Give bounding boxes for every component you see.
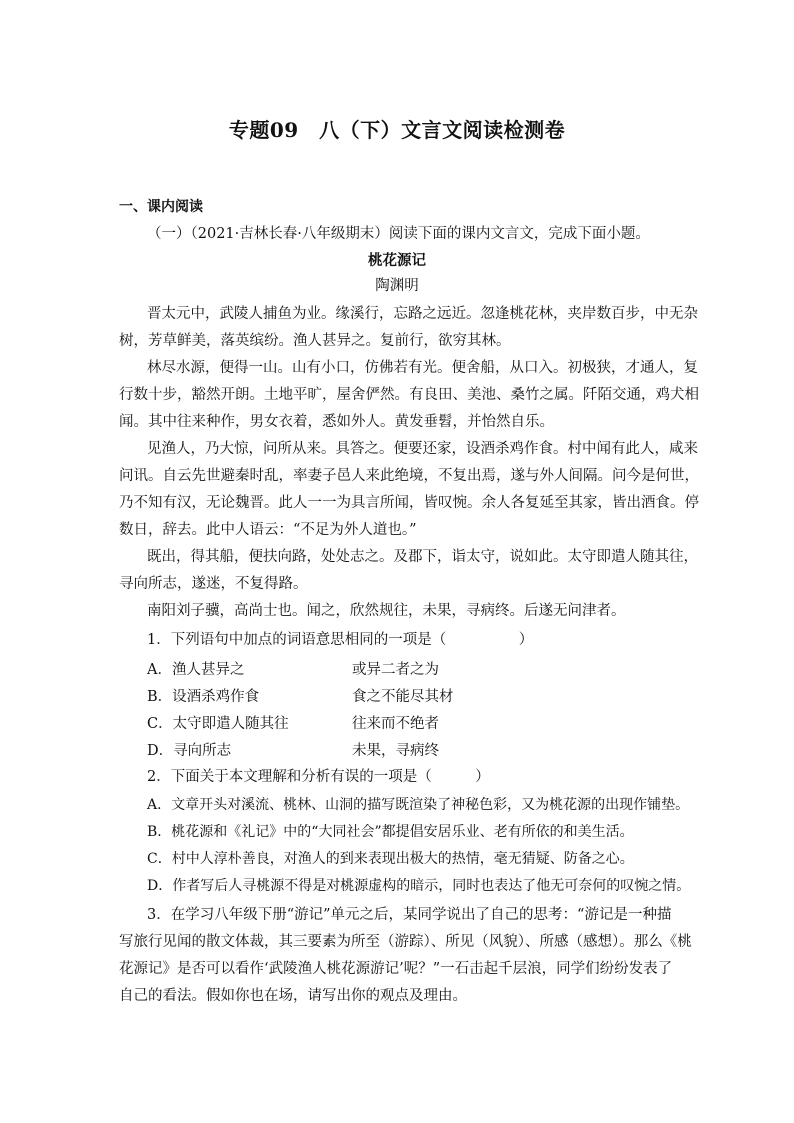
question-3-line: 写旅行见闻的散文体裁，其三要素为所至（游踪）、所见（风貌）、所感（感想）。那么《桃: [119, 934, 692, 950]
question-3-line: 花源记》是否可以看作‘武陵渔人桃花源游记’呢？”一石击起千层浪，同学们纷纷发表了: [119, 961, 673, 977]
q2-option-d: D．作者写后人寻桃源不得是对桃源虚构的暗示，同时也表达了他无可奈何的叹惋之情。: [147, 878, 691, 894]
passage-line: 行数十步，豁然开朗。土地平旷，屋舍俨然。有良田、美池、桑竹之属。阡陌交通，鸡犬相: [119, 387, 699, 403]
passage-line: 闻。其中往来种作，男女衣着，悉如外人。黄发垂髫，并怡然自乐。: [119, 414, 554, 430]
q1-option-b: B．设酒杀鸡作食: [147, 689, 260, 705]
passage-line: 寻向所志，遂迷，不复得路。: [119, 576, 308, 592]
question-2-stem: 2．下面关于本文理解和分析有误的一项是（ ）: [147, 769, 490, 785]
passage-line: 晋太元中，武陵人捕鱼为业。缘溪行，忘路之远近。忽逢桃花林，夹岸数百步，中无杂: [147, 306, 698, 322]
question-3-line: 自己的看法。假如你也在场，请写出你的观点及理由。: [119, 988, 467, 1004]
passage-line: 树，芳草鲜美，落英缤纷。渔人甚异之。复前行，欲穷其林。: [119, 333, 511, 349]
reading-intro: （一）（2021·吉林长春·八年级期末）阅读下面的课内文言文，完成下面小题。: [147, 226, 650, 242]
question-3-line: 3．在学习八年级下册“游记”单元之后，某同学说出了自己的思考：“游记是一种描: [147, 907, 672, 923]
passage-line: 既出，得其船，便扶向路，处处志之。及郡下，诣太守，说如此。太守即遣人随其往，: [147, 549, 698, 565]
section-heading: 一、课内阅读: [119, 199, 203, 215]
document-title: 专题09 八（下）文言文阅读检测卷: [228, 118, 566, 142]
passage-line: 南阳刘子骥，高尚士也。闻之，欣然规往，未果，寻病终。后遂无问津者。: [147, 603, 626, 619]
passage-line: 林尽水源，便得一山。山有小口，仿佛若有光。便舍船，从口入。初极狭，才通人，复: [147, 360, 698, 376]
passage-line: 乃不知有汉，无论魏晋。此人一一为具言所闻，皆叹惋。余人各复延至其家，皆出酒食。停: [119, 495, 699, 511]
passage-title: 桃花源记: [368, 252, 426, 269]
passage-author: 陶渊明: [375, 278, 419, 294]
q1-option-d: D．寻向所志: [147, 743, 232, 759]
passage-line: 数日，辞去。此中人语云：“不足为外人道也。”: [119, 522, 417, 538]
question-1-stem: 1．下列语句中加点的词语意思相同的一项是（ ）: [147, 632, 534, 648]
q1-option-c: C．太守即遣人随其往: [147, 716, 289, 732]
q2-option-b: B．桃花源和《礼记》中的“大同社会”都提倡安居乐业、老有所依的和美生活。: [147, 824, 634, 840]
passage-line: 问讯。自云先世避秦时乱，率妻子邑人来此绝境，不复出焉，遂与外人间隔。问今是何世，: [119, 468, 699, 484]
q1-option-b-compare: 食之不能尽其材: [352, 689, 454, 705]
q2-option-c: C．村中人淳朴善良，对渔人的到来表现出极大的热情，毫无猜疑、防备之心。: [147, 851, 634, 867]
q2-option-a: A．文章开头对溪流、桃林、山洞的描写既渲染了神秘色彩，又为桃花源的出现作铺垫。: [147, 797, 690, 813]
q1-option-a: A．渔人甚异之: [147, 662, 245, 678]
passage-line: 见渔人，乃大惊，问所从来。具答之。便要还家，设酒杀鸡作食。村中闻有此人，咸来: [147, 441, 698, 457]
q1-option-c-compare: 往来而不绝者: [352, 716, 439, 732]
q1-option-d-compare: 未果，寻病终: [352, 743, 439, 759]
q1-option-a-compare: 或异二者之为: [352, 662, 439, 678]
